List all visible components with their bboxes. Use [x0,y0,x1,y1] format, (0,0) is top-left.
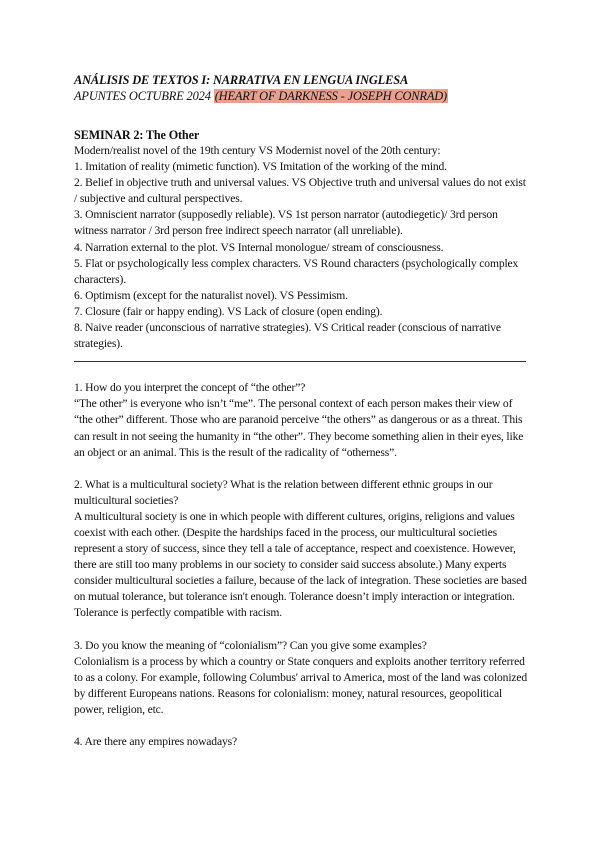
seminar-line: 1. Imitation of reality (mimetic function). VS Imitation of the working of the mind. [74,160,447,174]
seminar-line: 2. Belief in objective truth and universal values. VS Objective truth and universal values do not exist / subjective and cultural perspectives. [74,176,526,206]
subtitle-text: APUNTES OCTUBRE 2024 [74,89,214,103]
seminar-line: 6. Optimism (except for the naturalist novel). VS Pessimism. [74,288,348,302]
seminar-line: 5. Flat or psychologically less complex characters. VS Round characters (psychologically complex characters). [74,256,519,286]
seminar-line: 8. Naive reader (unconscious of narrative strategies). VS Critical reader (conscious of narrative strategies). [74,321,501,351]
question-1: 1. How do you interpret the concept of “the other”? [74,381,306,395]
answer-3: Colonialism is a process by which a country or State conquers and exploits another territory referred to as a colony. For example, following Columbus' arrival to America, most of the land was colonized by different Europeans nations. Reasons for colonialism: money, natural resources, geopolitical power, religion, etc. [74,654,528,716]
question-2: 2. What is a multicultural society? What is the relation between different ethnic groups in our multicultural societies? [74,477,493,507]
seminar-heading: SEMINAR 2: The Other [74,128,200,142]
document-subtitle [74,88,530,104]
seminar-line: Modern/realist novel of the 19th century VS Modernist novel of the 20th century: [74,144,441,157]
seminar-line: 3. Omniscient narrator (supposedly reliable). VS 1st person narrator (autodiegetic)/ 3rd person witness narrator / 3rd person free indirect speech narrator (all unreliable). [74,208,498,238]
subtitle-highlight: (HEART OF DARKNESS - JOSEPH CONRAD) [214,89,448,103]
seminar-line: 7. Closure (fair or happy ending). VS Lack of closure (open ending). [74,304,383,318]
document-title: ANÁLISIS DE TEXTOS I: NARRATIVA EN LENGUA INGLESA [74,73,409,87]
question-4: 4. Are there any empires nowadays? [74,735,237,748]
question-3: 3. Do you know the meaning of “colonialism”? Can you give some examples? [74,638,427,652]
answer-2: A multicultural society is one in which people with different cultures, origins, religions and values coexist with each other. (Despite the hardships faced in the process, our multicultural societies represent a story of success, since they tell a tale of acceptance, respect and coexistence. However, there are still too many problems in our society to consider said success absolute.) Many experts consider multicultural societies a failure, because of the lack of integration. These societies are based on mutual tolerance, but tolerance isn't enough. Tolerance doesn’t imply interaction or integration. Tolerance is perfectly compatible with racism. [74,509,527,620]
seminar-line: 4. Narration external to the plot. VS Internal monologue/ stream of consciousness. [74,240,444,254]
answer-1: “The other” is everyone who isn’t “me”. The personal context of each person makes their view of “the other” different. Those who are paranoid perceive “the others” as dangerous or as a threat. This can result in not seeing the humanity in “the other”. They become something alien in their eyes, like an object or an animal. This is the result of the radicality of “otherness”. [74,397,524,459]
